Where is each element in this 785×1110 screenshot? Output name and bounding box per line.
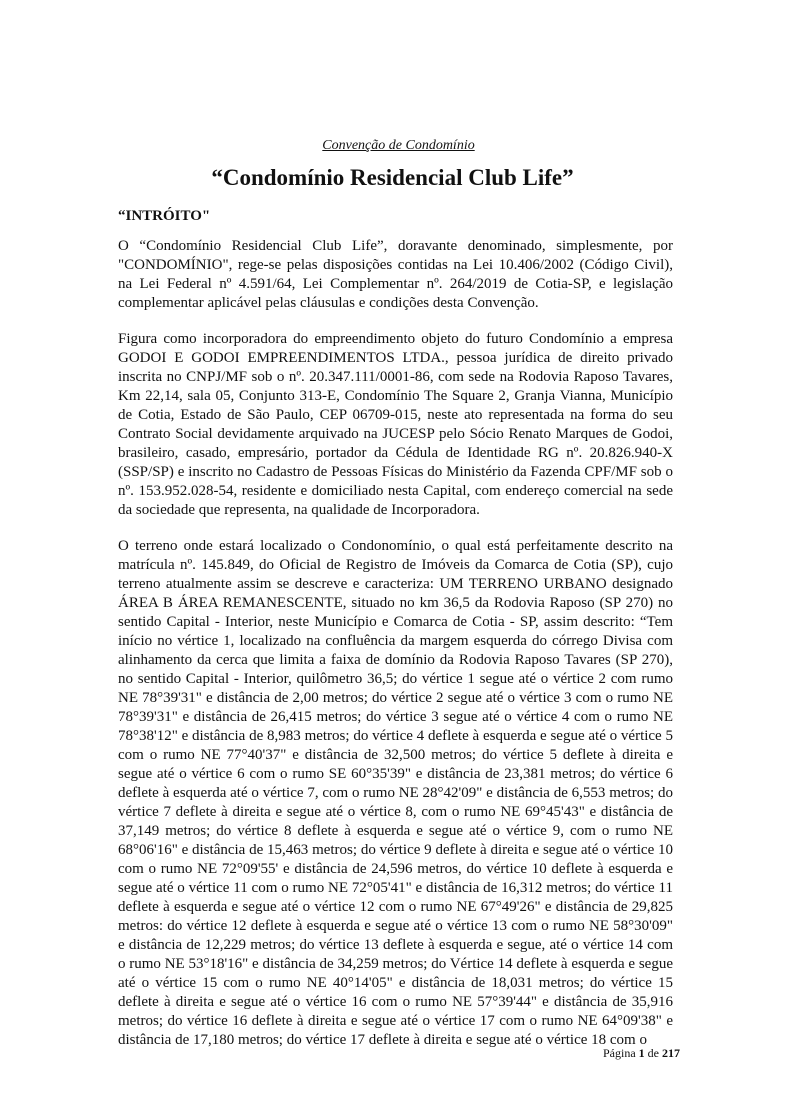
of-label: de bbox=[647, 1046, 659, 1060]
section-heading: “INTRÓITO" bbox=[118, 208, 211, 224]
page-label: Página bbox=[603, 1046, 636, 1060]
paragraph-incorporator: Figura como incorporadora do empreendimento objeto do futuro Condomínio a empresa GODOI E GODOI EMPREENDIMENTOS LTDA., pessoa jurídica de direito privado inscrita no CNPJ/MF sob o nº. 20.347.111/0001-86, com sede na Rodovia Raposo Tavares, Km 22,14, sala 05, Conjunto 313-E, Condomínio The Square 2, Granja Vianna, Município de Cotia, Estado de São Paulo, CEP 06709-015, neste ato representada na forma do seu Contrato Social devidamente arquivado na JUCESP pelo Sócio Renato Marques de Godoi, brasileiro, casado, empresário, portador da Cédula de Identidade RG nº. 20.826.940-X (SSP/SP) e inscrito no Cadastro de Pessoas Físicas do Ministério da Fazenda CPF/MF sob o nº. 153.952.028-54, residente e domiciliado nesta Capital, com endereço comercial na sede da sociedade que representa, na qualidade de Incorporadora. bbox=[118, 331, 673, 518]
paragraph-intro: O “Condomínio Residencial Club Life”, doravante denominado, simplesmente, por "CONDOMÍNIO", rege-se pelas disposições contidas na Lei 10.406/2002 (Código Civil), na Lei Federal nº 4.591/64, Lei Complementar nº. 264/2019 de Cotia-SP, e legislação complementar aplicável pelas cláusulas e condições desta Convenção. bbox=[118, 238, 673, 311]
running-title: Convenção de Condomínio bbox=[322, 138, 475, 153]
page-footer bbox=[500, 1046, 680, 1061]
document-body bbox=[118, 237, 673, 1067]
total-pages: 217 bbox=[662, 1046, 680, 1060]
page-number: 1 bbox=[638, 1046, 645, 1060]
paragraph-land-description: O terreno onde estará localizado o Condonomínio, o qual está perfeitamente descrito na matrícula nº. 145.849, do Oficial de Registro de Imóveis da Comarca de Cotia (SP), cujo terreno atualmente assim se descreve e caracteriza: UM TERRENO URBANO designado ÁREA B ÁREA REMANESCENTE, situado no km 36,5 da Rodovia Raposo (SP 270) no sentido Capital - Interior, neste Município e Comarca de Cotia - SP, assim descrito: “Tem início no vértice 1, localizado na confluência da margem esquerda do córrego Divisa com alinhamento da cerca que limita a faixa de domínio da Rodovia Raposo Tavares (SP 270), no sentido Capital - Interior, quilômetro 36,5; do vértice 1 segue até o vértice 2 com rumo NE 78°39'31" e distância de 2,00 metros; do vértice 2 segue até o vértice 3 com o rumo NE 78°39'31" e distância de 26,415 metros; do vértice 3 segue até o vértice 4 com o rumo NE 78°38'12" e distância de 8,983 metros; do vértice 4 deflete à esquerda e segue até o vértice 5 com o rumo NE 77°40'37" e distância de 32,500 metros; do vértice 5 deflete à direita e segue até o vértice 6 com o rumo SE 60°35'39" e distância de 23,381 metros; do vértice 6 deflete à esquerda até o vértice 7, com o rumo NE 28°42'09" e distância de 6,553 metros; do vértice 7 deflete à direita e segue até o vértice 8, com o rumo NE 69°45'43" e distância de 37,149 metros; do vértice 8 deflete à esquerda e segue até o vértice 9, com o rumo NE 68°06'16" e distância de 15,463 metros; do vértice 9 deflete à direita e segue até o vértice 10 com o rumo NE 72°09'55' e distância de 24,596 metros, do vértice 10 deflete à esquerda e segue até o vértice 11 com o rumo NE 72°05'41" e distância de 16,312 metros; do vértice 11 deflete à esquerda e segue até o vértice 12 com o rumo NE 67°49'26" e distância de 29,825 metros: do vértice 12 deflete à esquerda e segue até o vértice 13 com o rumo NE 58°30'09" e distância de 12,229 metros; do vértice 13 deflete à esquerda e segue, até o vértice 14 com o rumo NE 53°18'16" e distância de 34,259 metros; do Vértice 14 deflete à esquerda e segue até o vértice 15 com o rumo NE 40°14'05" e distância de 18,031 metros; do vértice 15 deflete à direita e segue até o vértice 16 com o rumo NE 57°39'44" e distância de 35,916 metros; do vértice 16 deflete à direita e segue até o vértice 17 com o rumo NE 64°09'38" e distância de 17,180 metros; do vértice 17 deflete à direita e segue até o vértice 18 com o bbox=[118, 538, 673, 1048]
running-header bbox=[0, 138, 785, 154]
document-title: “Condomínio Residencial Club Life” bbox=[211, 165, 574, 190]
